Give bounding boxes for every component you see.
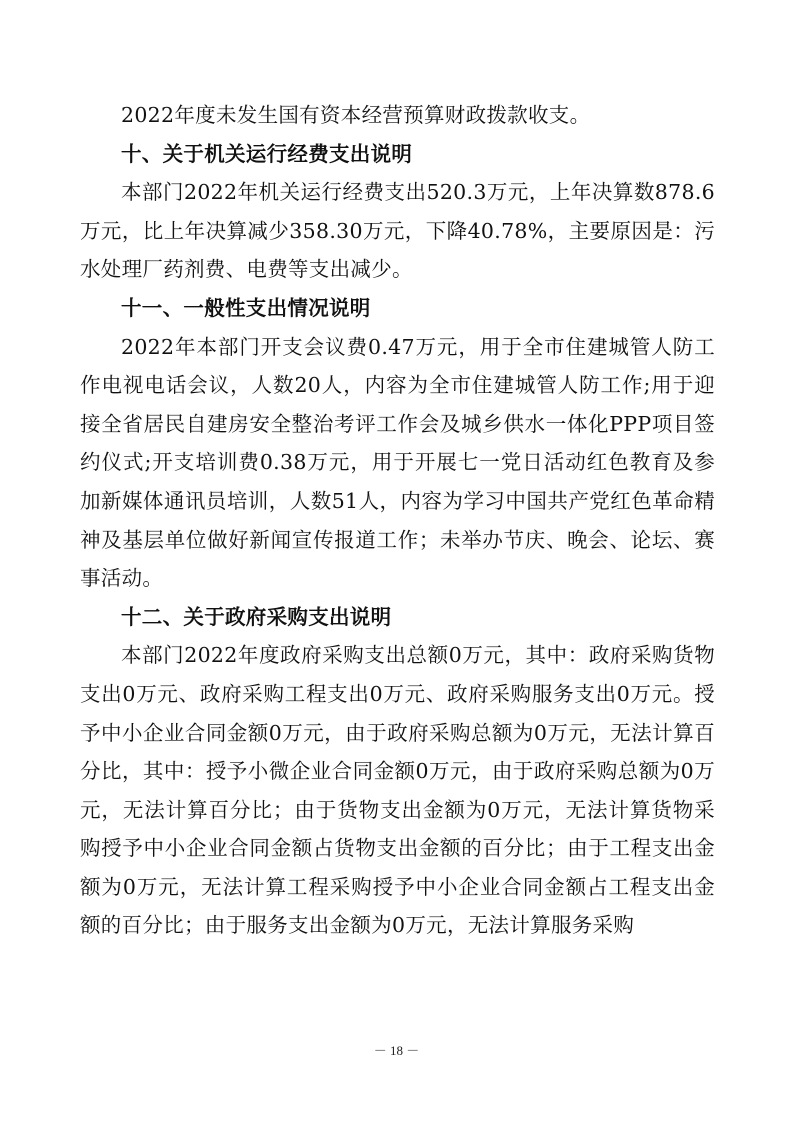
document-body [80,96,715,945]
page-number: － 18 － [373,1043,420,1058]
heading-section-11: 十一、一般性支出情况说明 [121,295,371,320]
heading-section-12: 十二、关于政府采购支出说明 [121,604,392,629]
paragraph-state-capital: 2022年度未发生国有资本经营预算财政拨款收支。 [121,103,591,127]
heading-section-10: 十、关于机关运行经费支出说明 [121,141,413,166]
paragraph-general-expenses: 2022年本部门开支会议费0.47万元，用于全市住建城管人防工作电视电话会议，人数20人，内容为全市住建城管人防工作;用于迎接全省居民自建房安全整治考评工作会及城乡供水一体化PPP项目签约仪式;开支培训费0.38万元，用于开展七一党日活动红色教育及参加新媒体通讯员培训，人数51人，内容为学习中国共产党红色革命精神及基层单位做好新闻宣传报道工作；未举办节庆、晚会、论坛、赛事活动。 [80,334,715,591]
paragraph-operating-expenses: 本部门2022年机关运行经费支出520.3万元，上年决算数878.6万元，比上年决算减少358.30万元，下降40.78%，主要原因是：污水处理厂药剂费、电费等支出减少。 [80,180,715,282]
paragraph-procurement: 本部门2022年度政府采购支出总额0万元，其中：政府采购货物支出0万元、政府采购工程支出0万元、政府采购服务支出0万元。授予中小企业合同金额0万元，由于政府采购总额为0万元，无法计算百分比，其中：授予小微企业合同金额0万元，由于政府采购总额为0万元，无法计算百分比；由于货物支出金额为0万元，无法计算货物采购授予中小企业合同金额占货物支出金额的百分比；由于工程支出金额为0万元，无法计算工程采购授予中小企业合同金额占工程支出金额的百分比；由于服务支出金额为0万元，无法计算服务采购 [80,643,715,938]
